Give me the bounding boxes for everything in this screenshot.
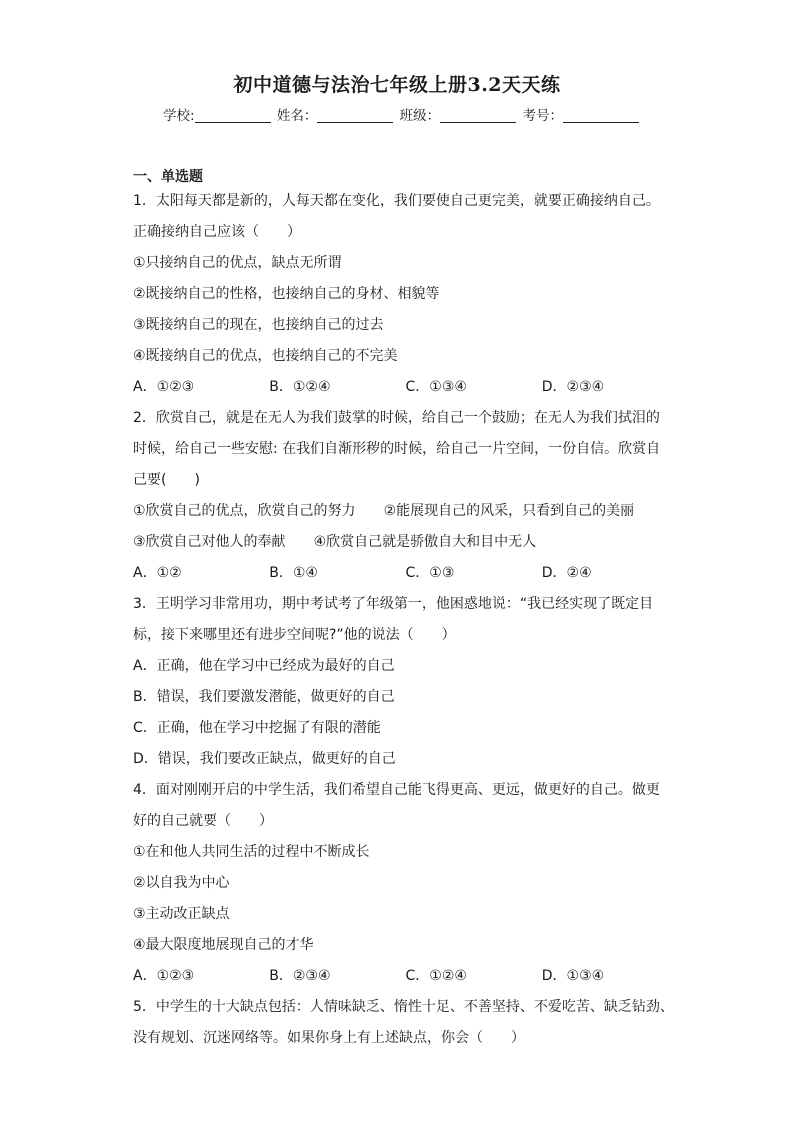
option-a[interactable]: A．正确，他在学习中已经成为最好的自己: [133, 658, 395, 674]
option-c[interactable]: C．正确，他在学习中挖掘了有限的潜能: [133, 720, 381, 736]
question-1-stem-line: 1．太阳每天都是新的，人每天都在变化，我们要使自己更完美，就要正确接纳自己。: [133, 193, 660, 209]
question-2-stem-line: 时候，给自己一些安慰: 在我们自渐形秽的时候，给自己一片空间，一份自信。欣赏自: [133, 441, 661, 457]
question-1-statement: ②既接纳自己的性格，也接纳自己的身材、相貌等: [133, 286, 440, 302]
question-2-stem-line: 己要( ): [133, 472, 200, 488]
option-d[interactable]: D．①③④: [541, 968, 605, 984]
option-a[interactable]: A．①②③: [133, 968, 195, 984]
question-2-statement-row: [133, 530, 678, 561]
class-blank[interactable]: [440, 109, 516, 123]
option-b[interactable]: B．错误，我们要激发潜能，做更好的自己: [133, 689, 395, 705]
question-1-statement: ①只接纳自己的优点，缺点无所谓: [133, 255, 342, 271]
question-5-stem-line: 没有规划、沉迷网络等。如果你身上有上述缺点，你会（ ）: [133, 1030, 525, 1046]
question-4-statement: ④最大限度地展现自己的才华: [133, 937, 314, 953]
option-c[interactable]: C．①③: [405, 565, 455, 581]
question-4-statement: ①在和他人共同生活的过程中不断成长: [133, 844, 370, 860]
name-blank[interactable]: [317, 109, 393, 123]
question-4-statement: ③主动改正缺点: [133, 906, 230, 922]
question-2-statement-row: [133, 499, 678, 530]
school-label: 学校:: [163, 108, 195, 124]
option-d[interactable]: D．错误，我们要改正缺点，做更好的自己: [133, 751, 396, 767]
question-4-options: [133, 964, 678, 995]
question-2-statement: ④欣赏自己就是骄傲自大和目中无人: [313, 534, 537, 550]
question-2-stem-line: 2．欣赏自己，就是在无人为我们鼓掌的时候，给自己一个鼓励；在无人为我们拭泪的: [133, 410, 660, 426]
option-d[interactable]: D．②③④: [541, 379, 605, 395]
exam-number-blank[interactable]: [563, 109, 639, 123]
page-title: 初中道德与法治七年级上册3.2天天练: [233, 74, 561, 96]
question-1-options: [133, 375, 678, 406]
option-c[interactable]: C．①②④: [405, 968, 467, 984]
question-1-statement: ④既接纳自己的优点，也接纳自己的不完美: [133, 348, 398, 364]
exam-number-label: 考号：: [522, 108, 563, 124]
section-title: 一、单选题: [133, 169, 203, 185]
question-1-statement: ③既接纳自己的现在，也接纳自己的过去: [133, 317, 384, 333]
student-info-row: [163, 104, 641, 124]
option-b[interactable]: B．①④: [269, 565, 318, 581]
option-d[interactable]: D．②④: [541, 565, 592, 581]
question-2-statement: ①欣赏自己的优点，欣赏自己的努力: [133, 503, 356, 519]
class-label: 班级：: [399, 108, 441, 124]
question-4-statement: ②以自我为中心: [133, 875, 230, 891]
option-c[interactable]: C．①③④: [405, 379, 467, 395]
question-2-statement: ③欣赏自己对他人的奉献: [133, 534, 286, 550]
question-2-options: [133, 561, 678, 592]
question-2-statement: ②能展现自己的风采，只看到自己的美丽: [383, 503, 635, 519]
question-4-stem-line: 4．面对刚刚开启的中学生活，我们希望自己能飞得更高、更远，做更好的自己。做更: [133, 782, 660, 798]
question-1-stem-line: 正确接纳自己应该（ ）: [133, 224, 301, 240]
question-3-stem-line: 3．王明学习非常用功，期中考试考了年级第一，他困惑地说：“我已经实现了既定目: [133, 596, 654, 612]
option-b[interactable]: B．①②④: [269, 379, 331, 395]
option-a[interactable]: A．①②③: [133, 379, 195, 395]
question-list: [133, 189, 678, 1057]
option-a[interactable]: A．①②: [133, 565, 182, 581]
name-label: 姓名：: [276, 108, 318, 124]
question-5-stem-line: 5．中学生的十大缺点包括：人情味缺乏、惰性十足、不善坚持、不爱吃苦、缺乏钻劲、: [133, 999, 674, 1015]
question-3-stem-line: 标，接下来哪里还有进步空间呢?”他的说法（ ）: [133, 627, 456, 643]
question-4-stem-line: 好的自己就要（ ）: [133, 813, 273, 829]
school-blank[interactable]: [195, 109, 271, 123]
option-b[interactable]: B．②③④: [269, 968, 331, 984]
